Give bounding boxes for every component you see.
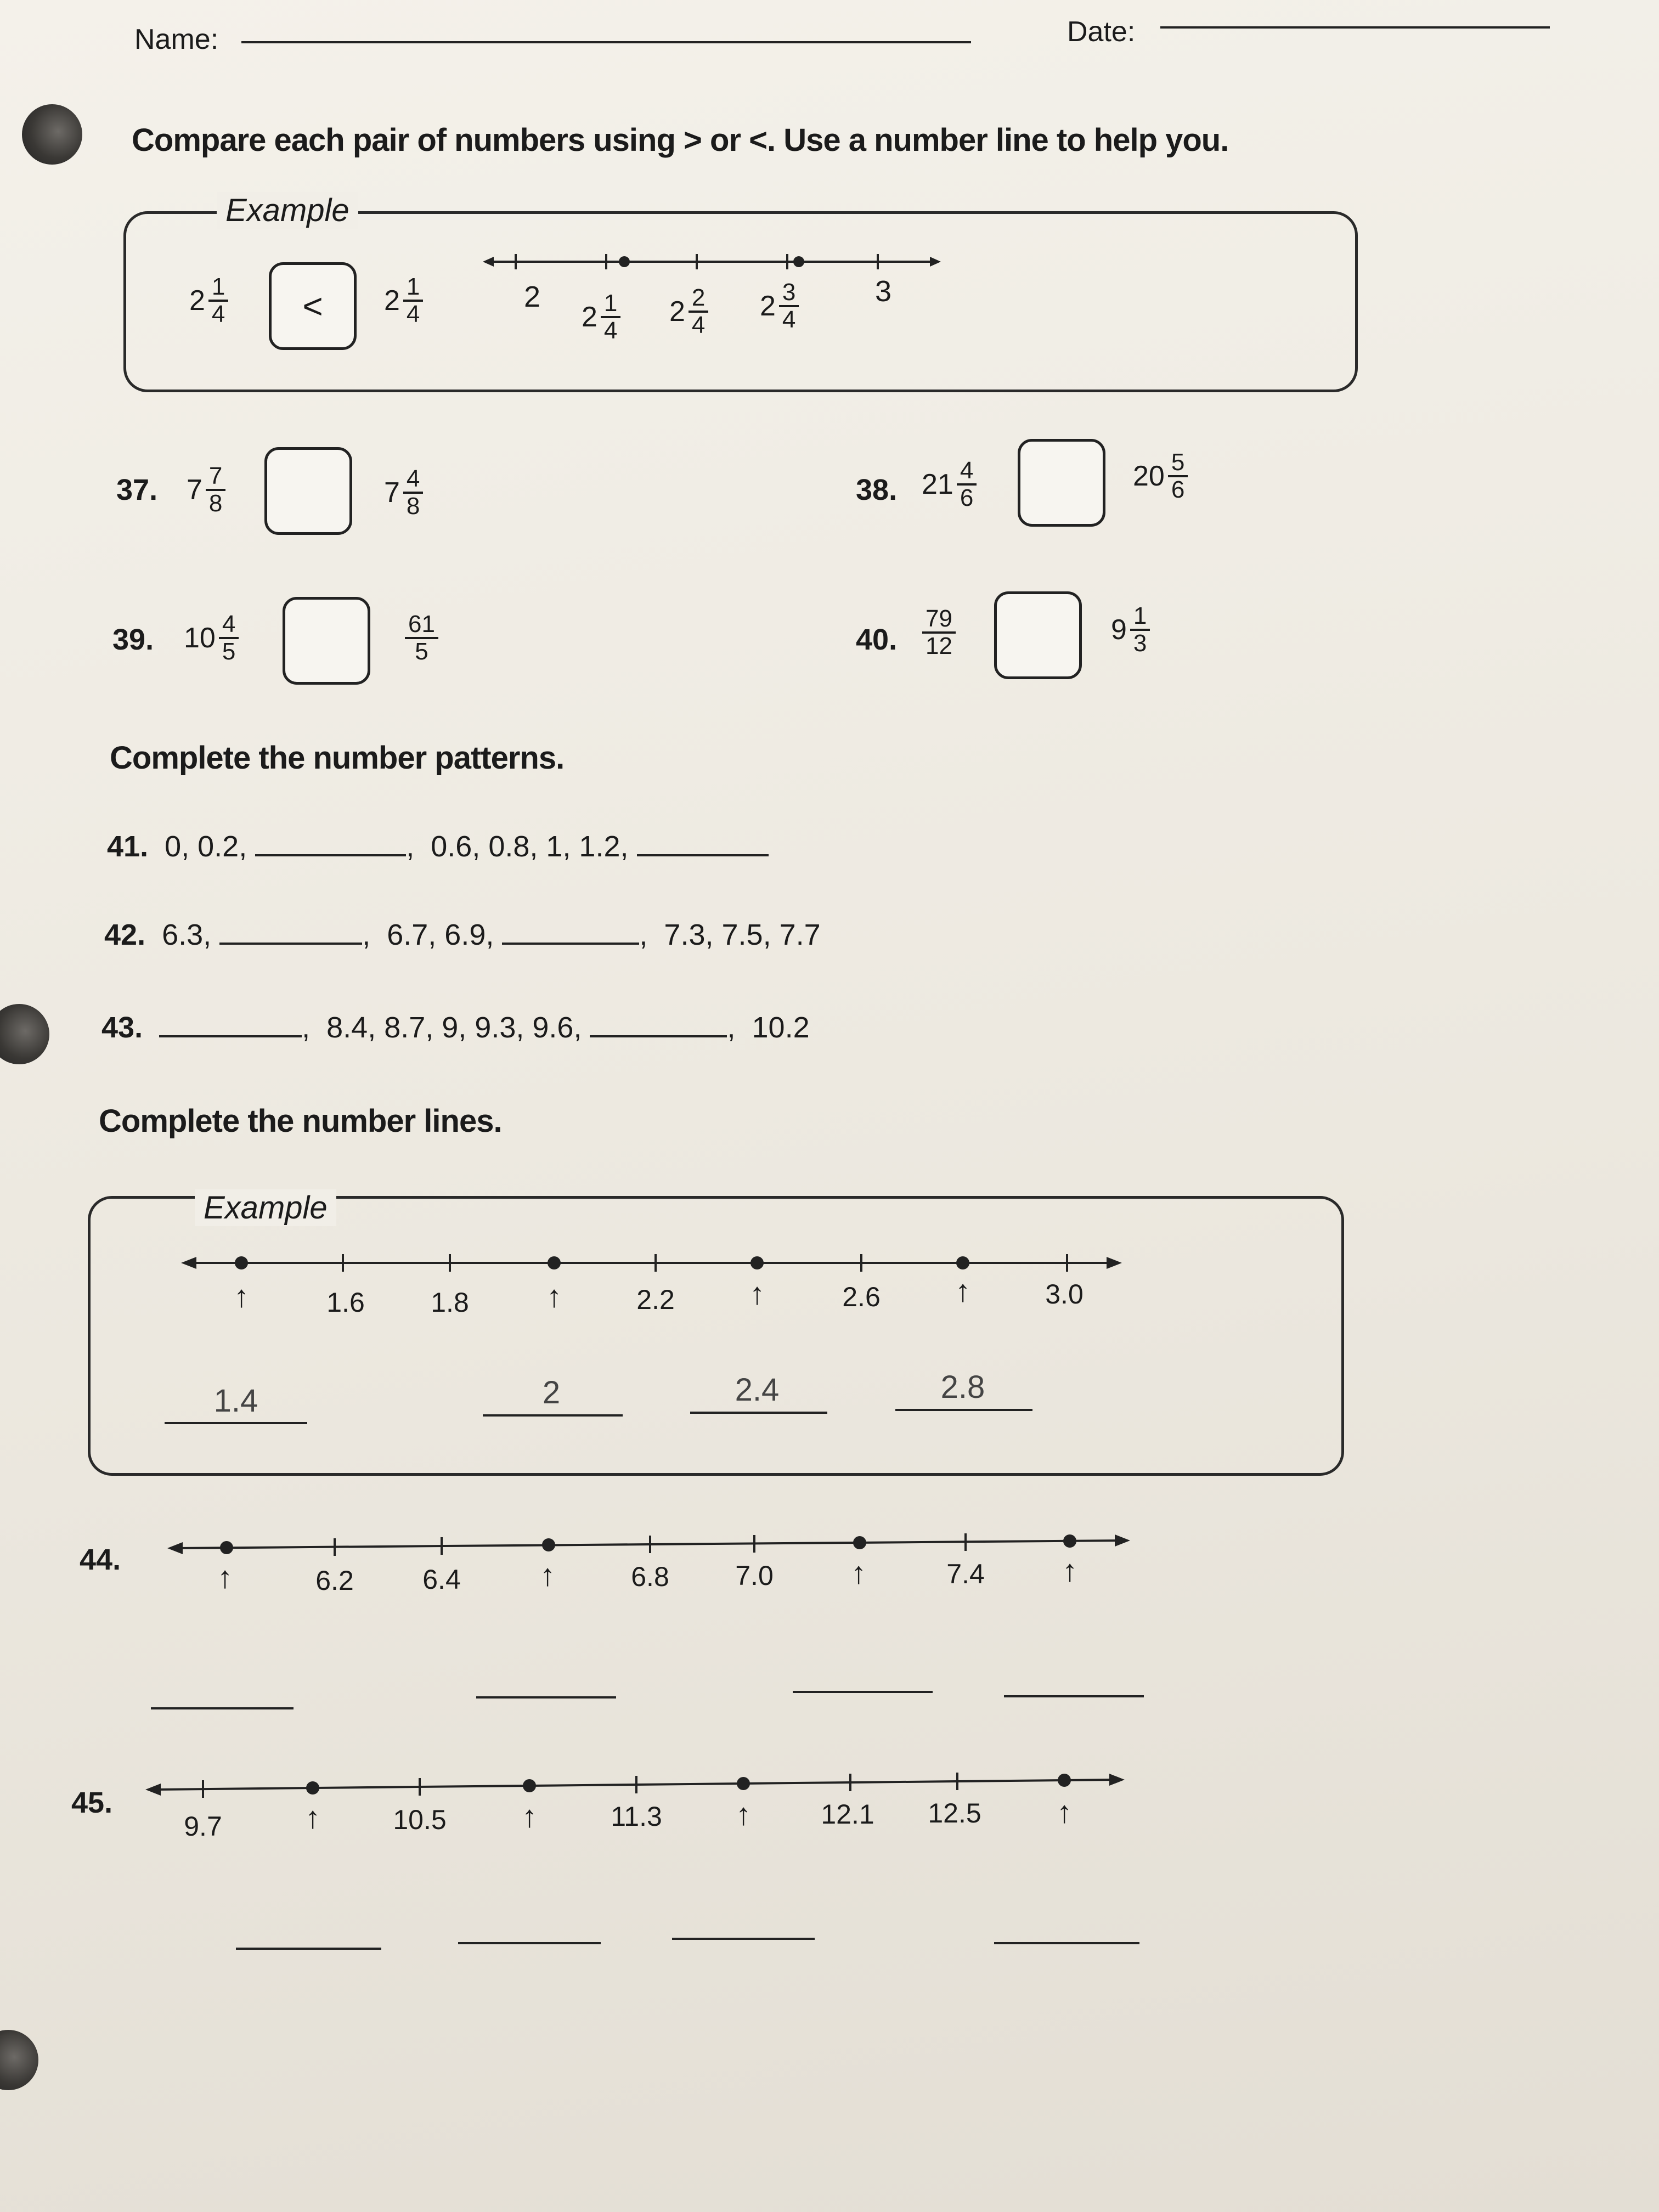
point-marker-arrow: ↑: [851, 1555, 866, 1590]
tick-label: 2.6: [842, 1282, 881, 1312]
p40-right-fraction: 9 1 3: [1111, 603, 1150, 656]
point-marker-arrow: ↑: [749, 1276, 765, 1311]
point-marker-arrow: ↑: [234, 1279, 249, 1313]
tick-label: 12.5: [928, 1798, 981, 1829]
tick-label: 12.1: [821, 1799, 874, 1830]
answer-line: [165, 1422, 307, 1424]
answer-line: [895, 1409, 1032, 1411]
p44-answer-line[interactable]: [793, 1691, 933, 1693]
tick-label: 3.0: [1045, 1279, 1084, 1310]
tick-label: 9.7: [184, 1811, 222, 1842]
problem-number: 38.: [856, 473, 898, 506]
point-marker-arrow: ↑: [1057, 1795, 1072, 1829]
p37-answer-box[interactable]: [264, 447, 352, 535]
p44-answer-line[interactable]: [151, 1707, 294, 1709]
point-marker-arrow: ↑: [217, 1560, 233, 1594]
p39-answer-box[interactable]: [283, 597, 370, 685]
example-answer: 2.4: [735, 1372, 780, 1408]
binder-hole: [22, 104, 82, 165]
p45-answer-line[interactable]: [236, 1948, 381, 1950]
tick-label: 7.0: [735, 1560, 774, 1591]
p41-blank-2[interactable]: [637, 854, 769, 856]
line-label-2-2-4: 2 2 4: [669, 285, 708, 338]
line-label-3: 3: [875, 275, 892, 308]
p45-answer-line[interactable]: [672, 1938, 815, 1940]
tick-label: 10.5: [393, 1804, 447, 1835]
example-right-fraction: 2 1 4: [384, 274, 423, 327]
problem-number: 40.: [856, 623, 898, 656]
date-label: Date:: [1067, 16, 1136, 48]
example-label: Example: [217, 192, 358, 229]
compare-instruction: Compare each pair of numbers using > or <. Use a number line to help you.: [132, 122, 1229, 158]
example-compare-box: <: [269, 262, 357, 350]
tick-label: 6.4: [422, 1564, 461, 1595]
pattern-43: 43. , 8.4, 8.7, 9, 9.3, 9.6, , 10.2: [101, 1011, 810, 1044]
number-line-44: [167, 1526, 1133, 1559]
number-line-45: [145, 1765, 1127, 1798]
p39-right-fraction: 61 5: [402, 612, 438, 664]
point-marker-arrow: ↑: [546, 1279, 562, 1313]
point-marker-arrow: ↑: [955, 1273, 970, 1308]
date-field[interactable]: [1160, 26, 1550, 29]
p42-blank-2[interactable]: [502, 943, 639, 945]
point-marker-arrow: ↑: [522, 1799, 537, 1833]
tick-label: 6.2: [315, 1565, 354, 1596]
p42-blank-1[interactable]: [219, 943, 362, 945]
tick-label: 1.8: [431, 1287, 469, 1318]
example-left-fraction: 2 1 4: [189, 274, 228, 327]
pattern-42: 42. 6.3, , 6.7, 6.9, , 7.3, 7.5, 7.7: [104, 918, 821, 951]
name-field[interactable]: [241, 41, 971, 43]
number-line-example-box: [88, 1196, 1344, 1476]
p44-answer-line[interactable]: [1004, 1695, 1144, 1697]
example-answer: 1.4: [213, 1383, 258, 1419]
tick-label: 2.2: [636, 1284, 675, 1315]
point-marker-arrow: ↑: [305, 1800, 320, 1835]
p43-blank-2[interactable]: [590, 1035, 727, 1037]
point-marker-arrow: ↑: [540, 1558, 555, 1592]
example-label: Example: [195, 1189, 336, 1226]
p43-blank-1[interactable]: [159, 1035, 302, 1037]
example-answer: 2: [542, 1375, 561, 1410]
p39-left-fraction: 10 4 5: [184, 612, 239, 664]
problem-number: 39.: [112, 623, 154, 656]
line-label-2-3-4: 2 3 4: [760, 280, 799, 332]
p40-left-fraction: 79 12: [919, 606, 956, 659]
example-answer: 2.8: [940, 1369, 985, 1405]
p40-answer-box[interactable]: [994, 591, 1082, 679]
number-lines-instruction: Complete the number lines.: [99, 1103, 502, 1139]
problem-number: 45.: [71, 1786, 113, 1819]
tick-label: 6.8: [631, 1561, 669, 1592]
tick-label: 11.3: [611, 1801, 662, 1832]
answer-line: [690, 1412, 827, 1414]
p44-answer-line[interactable]: [476, 1696, 616, 1699]
p37-right-fraction: 7 4 8: [384, 466, 423, 519]
point-marker-arrow: ↑: [1062, 1553, 1077, 1588]
p38-left-fraction: 21 4 6: [922, 458, 977, 511]
line-label-2-1-4: 2 1 4: [582, 291, 620, 343]
binder-hole: [0, 1004, 49, 1064]
p45-answer-line[interactable]: [458, 1942, 601, 1944]
patterns-instruction: Complete the number patterns.: [110, 740, 565, 776]
p38-answer-box[interactable]: [1018, 439, 1105, 527]
p37-left-fraction: 7 7 8: [187, 464, 225, 516]
line-label-2: 2: [524, 280, 541, 313]
problem-number: 44.: [80, 1543, 121, 1576]
tick-label: 7.4: [946, 1559, 985, 1589]
problem-number: 37.: [116, 473, 158, 506]
p38-right-fraction: 20 5 6: [1133, 450, 1188, 503]
name-label: Name:: [134, 24, 219, 55]
p45-answer-line[interactable]: [994, 1942, 1139, 1944]
example-decimal-number-line: [181, 1246, 1125, 1279]
point-marker-arrow: ↑: [736, 1797, 751, 1831]
example-fraction-number-line: [483, 250, 944, 283]
answer-line: [483, 1414, 623, 1417]
pattern-41: 41. 0, 0.2, , 0.6, 0.8, 1, 1.2,: [107, 830, 769, 864]
p41-blank-1[interactable]: [255, 854, 406, 856]
tick-label: 1.6: [326, 1287, 365, 1318]
binder-hole: [0, 2030, 38, 2090]
